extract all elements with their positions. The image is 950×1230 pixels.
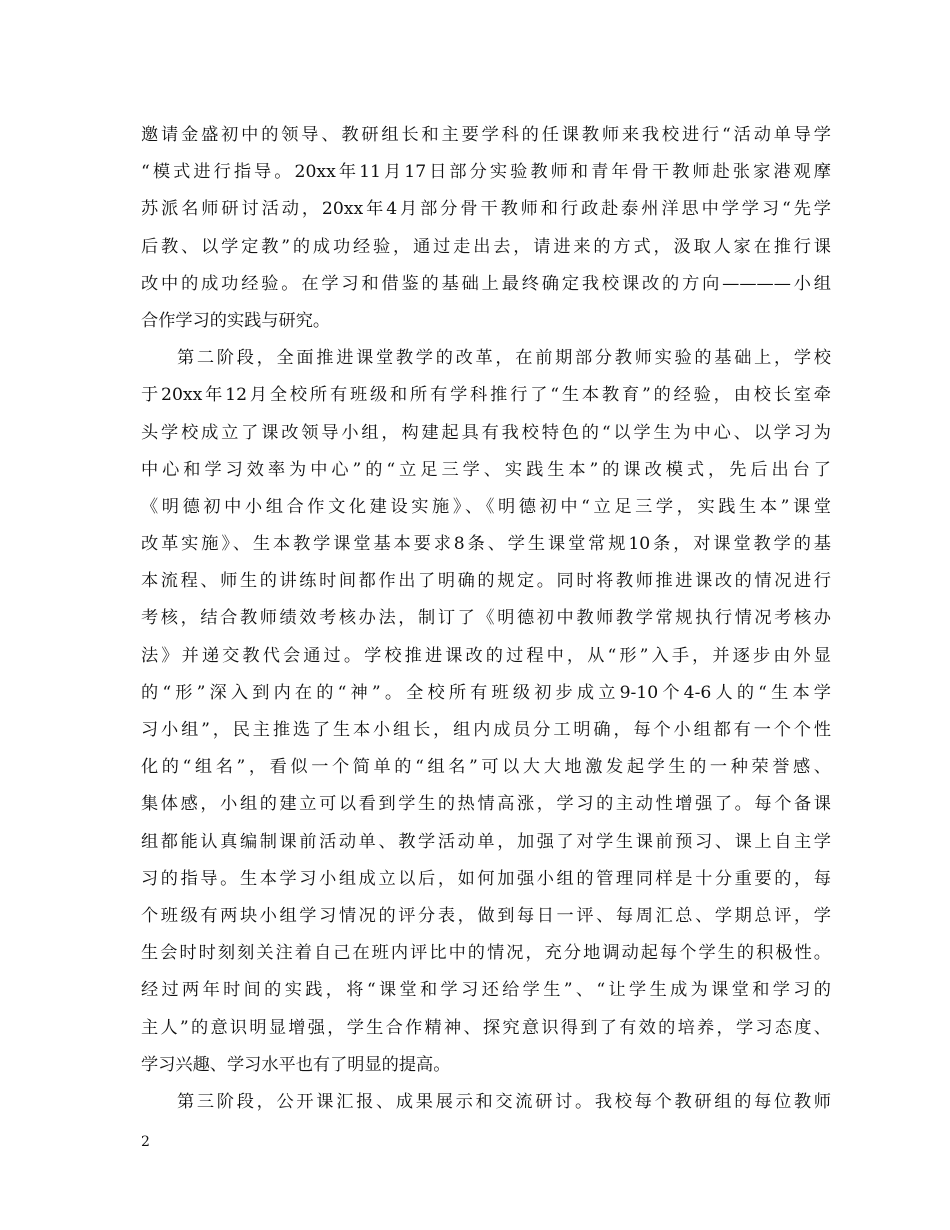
text-line: 头学校成立了课改领导小组，构建起具有我校特色的“以学生为中心、以学习为 [141, 422, 831, 443]
text-line: 后教、以学定教”的成功经验，通过走出去，请进来的方式，汲取人家在推行课 [141, 236, 831, 257]
text-line: 苏派名师研讨活动，20xx年4月部分骨干教师和行政赴泰州洋思中学学习“先学 [141, 199, 831, 220]
text-line: 考核，结合教师绩效考核办法，制订了《明德初中教师教学常规执行情况考核办 [141, 608, 831, 629]
text-line: 本流程、师生的讲练时间都作出了明确的规定。同时将教师推进课改的情况进行 [141, 571, 831, 592]
text-line: 个班级有两块小组学习情况的评分表，做到每日一评、每周汇总、学期总评，学 [141, 905, 831, 926]
text-line: 法》并递交教代会通过。学校推进课改的过程中，从“形”入手，并逐步由外显 [141, 645, 831, 666]
text-line: 化的“组名”，看似一个简单的“组名”可以大大地激发起学生的一种荣誉感、 [141, 757, 831, 778]
paragraph-start-line: 第二阶段，全面推进课堂教学的改革，在前期部分教师实验的基础上，学校 [177, 348, 831, 369]
paragraph-start-line: 第三阶段，公开课汇报、成果展示和交流研讨。我校每个教研组的每位教师 [177, 1091, 831, 1112]
text-line: 集体感，小组的建立可以看到学生的热情高涨，学习的主动性增强了。每个备课 [141, 794, 831, 815]
text-line: 组都能认真编制课前活动单、教学活动单，加强了对学生课前预习、课上自主学 [141, 831, 831, 852]
text-line: 习的指导。生本学习小组成立以后，如何加强小组的管理同样是十分重要的，每 [141, 868, 831, 889]
text-line: 改中的成功经验。在学习和借鉴的基础上最终确定我校课改的方向————小组 [141, 273, 831, 294]
text-line: 生会时时刻刻关注着自己在班内评比中的情况，充分地调动起每个学生的积极性。 [141, 943, 831, 964]
page-number: 2 [141, 1134, 150, 1150]
text-line: 习小组”，民主推选了生本小组长，组内成员分工明确，每个小组都有一个个性 [141, 720, 831, 740]
document-body [141, 117, 831, 1121]
text-line: 主人”的意识明显增强，学生合作精神、探究意识得到了有效的培养，学习态度、 [141, 1017, 831, 1038]
text-line: 的“形”深入到内在的“神”。全校所有班级初步成立9-10个4-6人的“生本学 [141, 682, 831, 703]
text-line: 改革实施》、生本教学课堂基本要求8条、学生课堂常规10条，对课堂教学的基 [141, 534, 831, 555]
text-line: 经过两年时间的实践，将“课堂和学习还给学生”、“让学生成为课堂和学习的 [141, 980, 831, 1001]
text-line: 学习兴趣、学习水平也有了明显的提高。 [141, 1054, 451, 1075]
text-line: 《明德初中小组合作文化建设实施》、《明德初中“立足三学，实践生本”课堂 [141, 496, 831, 517]
text-line: 合作学习的实践与研究。 [141, 310, 331, 331]
text-line: “模式进行指导。20xx年11月17日部分实验教师和青年骨干教师赴张家港观摩 [141, 162, 831, 183]
text-line: 邀请金盛初中的领导、教研组长和主要学科的任课教师来我校进行“活动单导学 [141, 125, 831, 145]
text-line: 于20xx年12月全校所有班级和所有学科推行了“生本教育”的经验，由校长室牵 [141, 385, 831, 406]
text-line: 中心和学习效率为中心”的“立足三学、实践生本”的课改模式，先后出台了 [141, 459, 831, 480]
